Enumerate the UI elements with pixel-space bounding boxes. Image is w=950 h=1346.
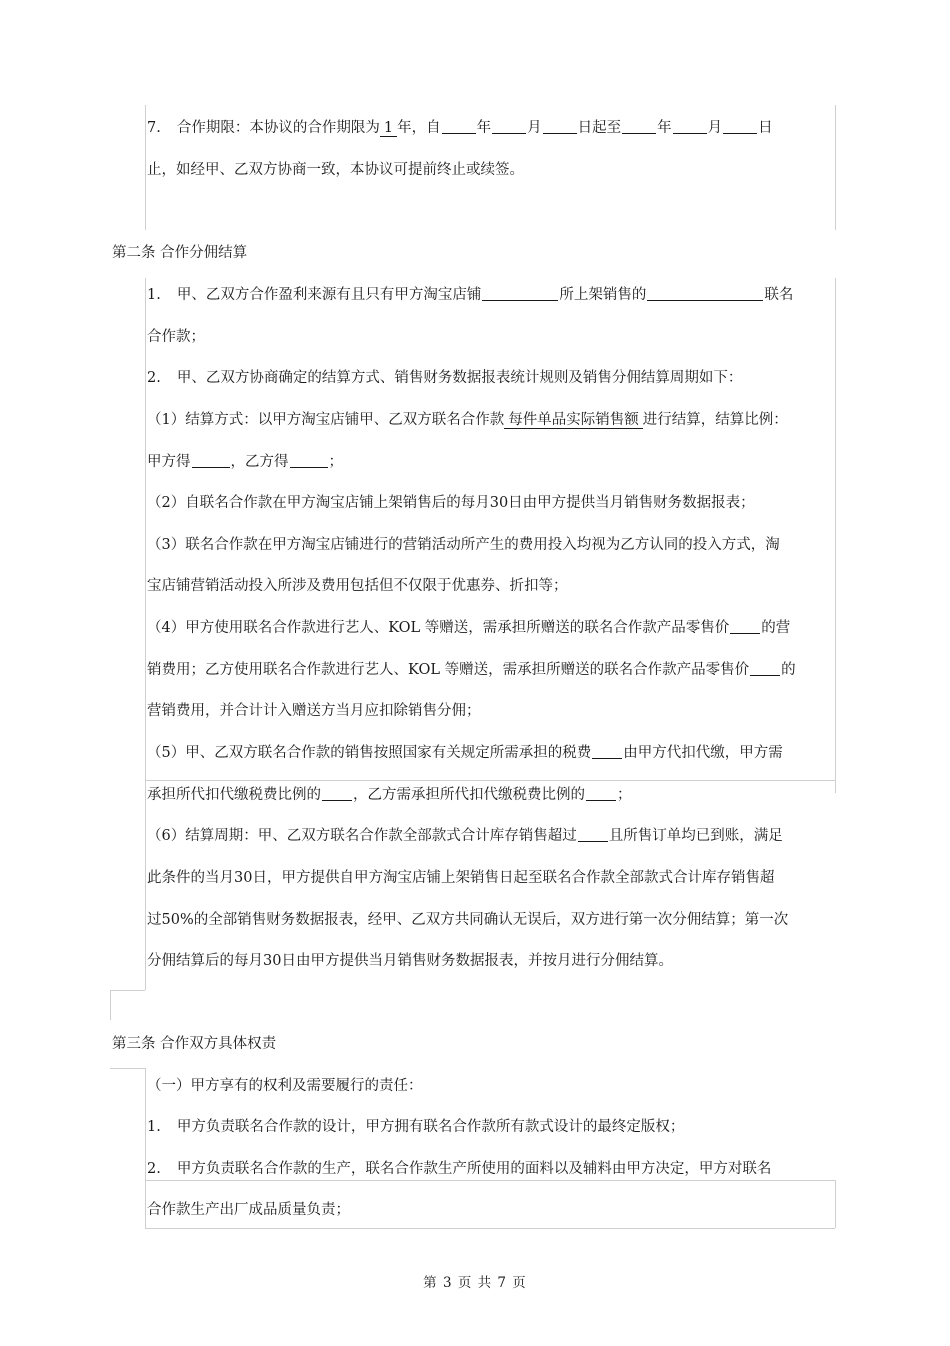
art3-p2-text: 甲方负责联名合作款的生产，联名合作款生产所使用的面料以及辅料由甲方决定，甲方对联名: [176, 1161, 772, 1177]
art2-p1-number: 1.: [147, 287, 161, 303]
art2-p2-text: 甲、乙双方协商确定的结算方式、销售财务数据报表统计规则及销售分佣结算周期如下：: [176, 370, 743, 386]
art2-s6-text-a: （6）结算周期：甲、乙双方联名合作款全部款式合计库存销售超过: [147, 828, 577, 844]
art2-s4-text-c: 销费用；乙方使用联名合作款进行艺人、KOL 等赠送，需承担所赠送的联名合作款产品零售价: [147, 662, 750, 678]
art2-s5-line1: [147, 743, 783, 763]
art2-p2-number: 2.: [147, 370, 161, 386]
art2-s5-text-a: （5）甲、乙双方联名合作款的销售按照国家有关规定所需承担的税费: [147, 745, 592, 761]
frame-left-box: [110, 990, 111, 1020]
clause7-day2: 日: [758, 120, 773, 136]
art2-s2: （2）自联名合作款在甲方淘宝店铺上架销售后的每月30日由甲方提供当月销售财务数据报表；: [147, 495, 755, 511]
art2-s6-line3: 过50%的全部销售财务数据报表，经甲、乙双方共同确认无误后，双方进行第一次分佣结算；第一次: [147, 912, 789, 928]
frame-hline-2: [110, 1068, 145, 1069]
art2-s1-line1: [147, 410, 788, 430]
art2-s6-line1: [147, 826, 783, 846]
art2-s1-basis: 每件单品实际销售额: [504, 412, 643, 429]
art2-s5-text-b: 由甲方代扣代缴，甲方需: [623, 745, 783, 761]
article2-title: 第二条 合作分佣结算: [112, 245, 248, 261]
art2-s3-line1: （3）联名合作款在甲方淘宝店铺进行的营销活动所产生的费用投入均视为乙方认同的投入方式，淘: [147, 537, 780, 553]
page-footer: 第 3 页 共 7 页: [423, 1275, 527, 1291]
art2-s3-line2: 宝店铺营销活动投入所涉及费用包括但不仅限于优惠券、折扣等；: [147, 578, 568, 594]
art2-s4-text-b: 的营: [761, 620, 791, 636]
art2-p1-text-b: 所上架销售的: [559, 287, 647, 303]
art2-p1-text-a: 甲、乙双方合作盈利来源有且只有甲方淘宝店铺: [176, 287, 482, 303]
clause7-line2: 止，如经甲、乙双方协商一致，本协议可提前终止或续签。: [147, 162, 524, 178]
clause7-text-a: 合作期限：本协议的合作期限为: [176, 120, 380, 136]
clause7-day1: 日起至: [577, 120, 622, 136]
art2-s5-end: ；: [617, 787, 632, 803]
art3-p2-line1: [147, 1159, 771, 1179]
art2-s4-line3: 营销费用，并合计计入赠送方当月应扣除销售分佣；: [147, 703, 481, 719]
clause7-month2: 月: [707, 120, 723, 136]
art2-s4-text-a: （4）甲方使用联名合作款进行艺人、KOL 等赠送，需承担所赠送的联名合作款产品零售价: [147, 620, 730, 636]
art3-p1-number: 1.: [147, 1119, 161, 1135]
art2-s1-text-a: （1）结算方式：以甲方淘宝店铺甲、乙双方联名合作款: [147, 412, 505, 428]
art2-s5-line2: [147, 785, 632, 805]
art3-p2-line2: 合作款生产出厂成品质量负责；: [147, 1202, 350, 1218]
frame-hline-4: [145, 1228, 835, 1229]
clause7-number: 7.: [147, 120, 161, 136]
frame-right-mid: [835, 278, 836, 793]
art3-p1: [147, 1117, 684, 1137]
clause7-term: 1: [380, 120, 397, 137]
clause7-month1: 月: [527, 120, 542, 136]
article3-title: 第三条 合作双方具体权责: [112, 1036, 277, 1052]
art2-p2: [147, 368, 742, 388]
art2-s6-line2: 此条件的当月30日，甲方提供自甲方淘宝店铺上架销售日起至联名合作款全部款式合计库存销售超: [147, 870, 775, 886]
art2-s6-text-b: 且所售订单均已到账，满足: [608, 828, 783, 844]
clause7-text-b: 年，自: [397, 120, 441, 136]
frame-right-bottom: [835, 1180, 836, 1228]
frame-hline-1: [145, 780, 835, 781]
art2-s1-end: ；: [328, 454, 343, 470]
art2-s4-line2: [147, 660, 796, 680]
frame-hline-3: [145, 1180, 835, 1181]
art3-p1-text: 甲方负责联名合作款的设计，甲方拥有联名合作款所有款式设计的最终定版权；: [176, 1119, 685, 1135]
art3-p2-number: 2.: [147, 1161, 161, 1177]
frame-left-top: [145, 105, 146, 230]
art2-s4-line1: [147, 618, 790, 638]
clause7-year2: 年: [657, 120, 672, 136]
art2-p1-text-c: 联名: [764, 287, 794, 303]
art2-s1-party-b: ，乙方得: [230, 454, 289, 470]
clause7-line1: [147, 118, 773, 138]
art2-p1-line1: [147, 285, 793, 305]
art2-s1-line2: [147, 452, 343, 472]
art2-s5-text-c: 承担所代扣代缴税费比例的: [147, 787, 321, 803]
art2-s5-text-d: ，乙方需承担所代扣代缴税费比例的: [353, 787, 585, 803]
frame-left-mid: [145, 278, 146, 990]
art3-subheading: （一）甲方享有的权利及需要履行的责任：: [147, 1078, 423, 1094]
frame-right-top: [835, 105, 836, 230]
art2-s1-party-a: 甲方得: [147, 454, 191, 470]
art2-s6-line4: 分佣结算后的每月30日由甲方提供当月销售财务数据报表，并按月进行分佣结算。: [147, 953, 673, 969]
clause7-year1: 年: [476, 120, 492, 136]
frame-box-left: [110, 990, 145, 991]
frame-left-bottom: [145, 1068, 146, 1228]
art2-p1-line2: 合作款；: [147, 329, 205, 345]
art2-s4-text-d: 的: [781, 662, 796, 678]
art2-s1-text-b: 进行结算，结算比例：: [642, 412, 788, 428]
